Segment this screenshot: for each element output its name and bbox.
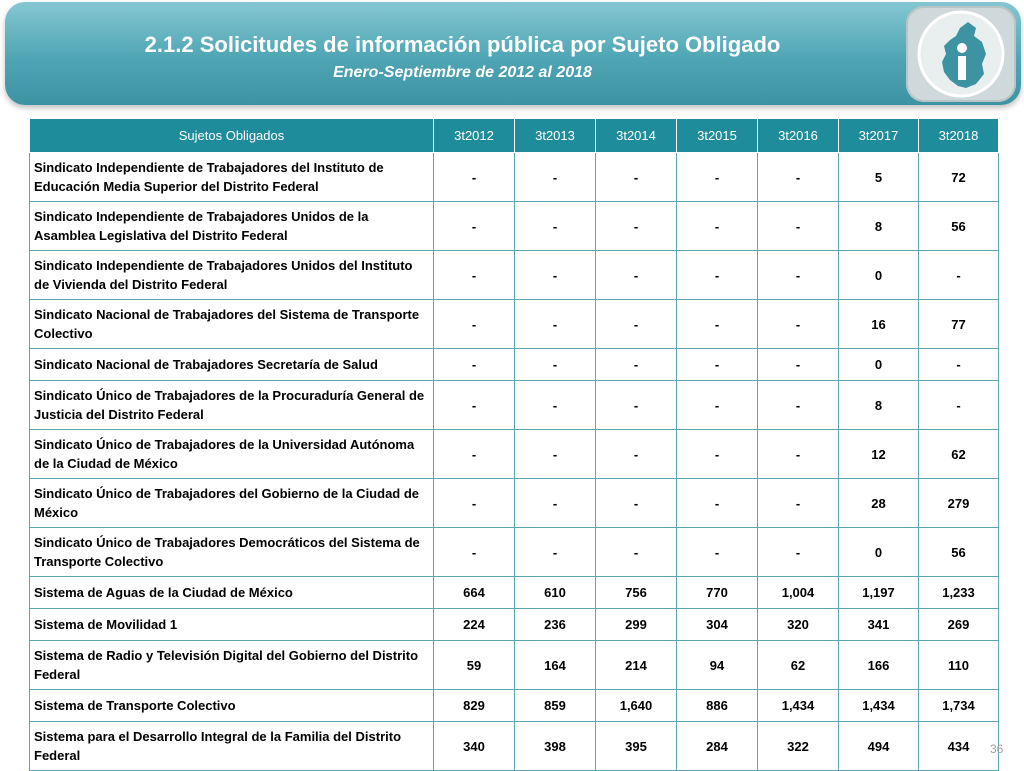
solicitudes-table (29, 118, 999, 771)
table-cell: - (515, 300, 596, 349)
table-cell: Sistema para el Desarrollo Integral de la Familia del Distrito Federal (30, 722, 434, 771)
table-header-row (30, 119, 999, 153)
table-cell: - (515, 479, 596, 528)
table-cell: - (434, 251, 515, 300)
table-cell: - (758, 349, 839, 381)
table-cell: 8 (839, 381, 919, 430)
table-cell: - (758, 153, 839, 202)
header-banner (5, 2, 1021, 105)
table-cell: 59 (434, 641, 515, 690)
table-cell: 0 (839, 528, 919, 577)
table-cell: 320 (758, 609, 839, 641)
table-cell: - (758, 479, 839, 528)
table-cell: Sistema de Transporte Colectivo (30, 690, 434, 722)
page-number: 36 (990, 742, 1004, 756)
table-cell: - (677, 528, 758, 577)
table-cell: 0 (839, 349, 919, 381)
table-cell: 756 (596, 577, 677, 609)
table-cell: 770 (677, 577, 758, 609)
table-cell: 1,004 (758, 577, 839, 609)
table-cell: 0 (839, 251, 919, 300)
table-row (30, 479, 999, 528)
table-cell: 341 (839, 609, 919, 641)
table-cell: - (758, 251, 839, 300)
table-row (30, 690, 999, 722)
table-cell: - (515, 528, 596, 577)
table-cell: 56 (919, 202, 999, 251)
table-cell: 299 (596, 609, 677, 641)
column-header: 3t2014 (596, 119, 677, 153)
table-cell: - (515, 202, 596, 251)
table-cell: 1,233 (919, 577, 999, 609)
table-cell: - (515, 430, 596, 479)
table-cell: - (434, 528, 515, 577)
table-cell: 28 (839, 479, 919, 528)
table-cell: Sindicato Independiente de Trabajadores del Instituto de Educación Media Superior del Distrito Federal (30, 153, 434, 202)
table-cell: 886 (677, 690, 758, 722)
table-cell: Sindicato Único de Trabajadores del Gobierno de la Ciudad de México (30, 479, 434, 528)
table-cell: - (677, 349, 758, 381)
table-cell: 398 (515, 722, 596, 771)
column-header: 3t2013 (515, 119, 596, 153)
table-cell: 56 (919, 528, 999, 577)
table-cell: Sistema de Radio y Televisión Digital del Gobierno del Distrito Federal (30, 641, 434, 690)
table-cell: - (515, 251, 596, 300)
table-row (30, 381, 999, 430)
table-cell: 166 (839, 641, 919, 690)
table-cell: 16 (839, 300, 919, 349)
table-row (30, 722, 999, 771)
page-title: 2.1.2 Solicitudes de información pública por Sujeto Obligado (144, 32, 781, 57)
table-cell: Sistema de Aguas de la Ciudad de México (30, 577, 434, 609)
table-cell: - (434, 153, 515, 202)
table-cell: 1,197 (839, 577, 919, 609)
table-cell: 304 (677, 609, 758, 641)
table-cell: - (677, 381, 758, 430)
table-cell: - (596, 381, 677, 430)
table-cell: - (677, 430, 758, 479)
table-cell: 62 (919, 430, 999, 479)
table-cell: - (919, 349, 999, 381)
table-row (30, 577, 999, 609)
table-cell: - (758, 430, 839, 479)
table-cell: 859 (515, 690, 596, 722)
table-cell: - (434, 349, 515, 381)
table-cell: - (919, 381, 999, 430)
table-row (30, 251, 999, 300)
table-cell: - (515, 153, 596, 202)
table-cell: - (434, 381, 515, 430)
table-cell: - (758, 528, 839, 577)
table-cell: - (758, 381, 839, 430)
table-cell: 164 (515, 641, 596, 690)
table-cell: 5 (839, 153, 919, 202)
table-cell: - (596, 202, 677, 251)
table-row (30, 300, 999, 349)
table-cell: 1,434 (839, 690, 919, 722)
table-cell: - (596, 430, 677, 479)
table-cell: 610 (515, 577, 596, 609)
table-cell: 214 (596, 641, 677, 690)
table-cell: 279 (919, 479, 999, 528)
table-cell: - (758, 202, 839, 251)
table-cell: 340 (434, 722, 515, 771)
table-cell: Sindicato Independiente de Trabajadores Unidos del Instituto de Vivienda del Distrito Federal (30, 251, 434, 300)
table-cell: - (677, 153, 758, 202)
table-row (30, 430, 999, 479)
table-cell: - (434, 479, 515, 528)
table-cell: - (596, 528, 677, 577)
column-header: 3t2012 (434, 119, 515, 153)
table-cell: - (596, 479, 677, 528)
table-cell: 110 (919, 641, 999, 690)
table-cell: - (596, 300, 677, 349)
cdmx-map-logo-icon (906, 6, 1016, 102)
column-header: Sujetos Obligados (30, 119, 434, 153)
table-cell: 829 (434, 690, 515, 722)
table-cell: 94 (677, 641, 758, 690)
table-cell: - (677, 479, 758, 528)
table-cell: Sindicato Único de Trabajadores de la Universidad Autónoma de la Ciudad de México (30, 430, 434, 479)
table-cell: - (677, 202, 758, 251)
table-cell: - (758, 300, 839, 349)
table-cell: 434 (919, 722, 999, 771)
table-cell: - (677, 251, 758, 300)
table-row (30, 202, 999, 251)
table-cell: 236 (515, 609, 596, 641)
table-cell: 494 (839, 722, 919, 771)
table-cell: - (434, 300, 515, 349)
table-cell: 8 (839, 202, 919, 251)
table-cell: 72 (919, 153, 999, 202)
table-cell: Sindicato Independiente de Trabajadores Unidos de la Asamblea Legislativa del Distrito Federal (30, 202, 434, 251)
table-cell: 664 (434, 577, 515, 609)
column-header: 3t2017 (839, 119, 919, 153)
table-cell: 1,734 (919, 690, 999, 722)
table-row (30, 349, 999, 381)
page-subtitle: Enero-Septiembre de 2012 al 2018 (333, 64, 592, 81)
table-cell: Sistema de Movilidad 1 (30, 609, 434, 641)
table-cell: 224 (434, 609, 515, 641)
table-cell: 62 (758, 641, 839, 690)
table-cell: 77 (919, 300, 999, 349)
table-cell: - (919, 251, 999, 300)
table-cell: - (596, 251, 677, 300)
table-cell: - (434, 430, 515, 479)
table-cell: Sindicato Único de Trabajadores Democráticos del Sistema de Transporte Colectivo (30, 528, 434, 577)
table-cell: 322 (758, 722, 839, 771)
table-cell: Sindicato Nacional de Trabajadores del Sistema de Transporte Colectivo (30, 300, 434, 349)
table-row (30, 528, 999, 577)
table-cell: 395 (596, 722, 677, 771)
table-row (30, 153, 999, 202)
table-cell: 12 (839, 430, 919, 479)
table-cell: - (677, 300, 758, 349)
column-header: 3t2016 (758, 119, 839, 153)
table-cell: 1,640 (596, 690, 677, 722)
column-header: 3t2018 (919, 119, 999, 153)
logo (906, 6, 1016, 102)
table-cell: - (596, 349, 677, 381)
table-cell: - (515, 381, 596, 430)
table-cell: - (596, 153, 677, 202)
table-cell: 269 (919, 609, 999, 641)
table-cell: Sindicato Único de Trabajadores de la Procuraduría General de Justicia del Distrito Federal (30, 381, 434, 430)
column-header: 3t2015 (677, 119, 758, 153)
table-cell: - (434, 202, 515, 251)
table-cell: 284 (677, 722, 758, 771)
table-cell: Sindicato Nacional de Trabajadores Secretaría de Salud (30, 349, 434, 381)
table-row (30, 641, 999, 690)
table-row (30, 609, 999, 641)
table-cell: 1,434 (758, 690, 839, 722)
table-cell: - (515, 349, 596, 381)
